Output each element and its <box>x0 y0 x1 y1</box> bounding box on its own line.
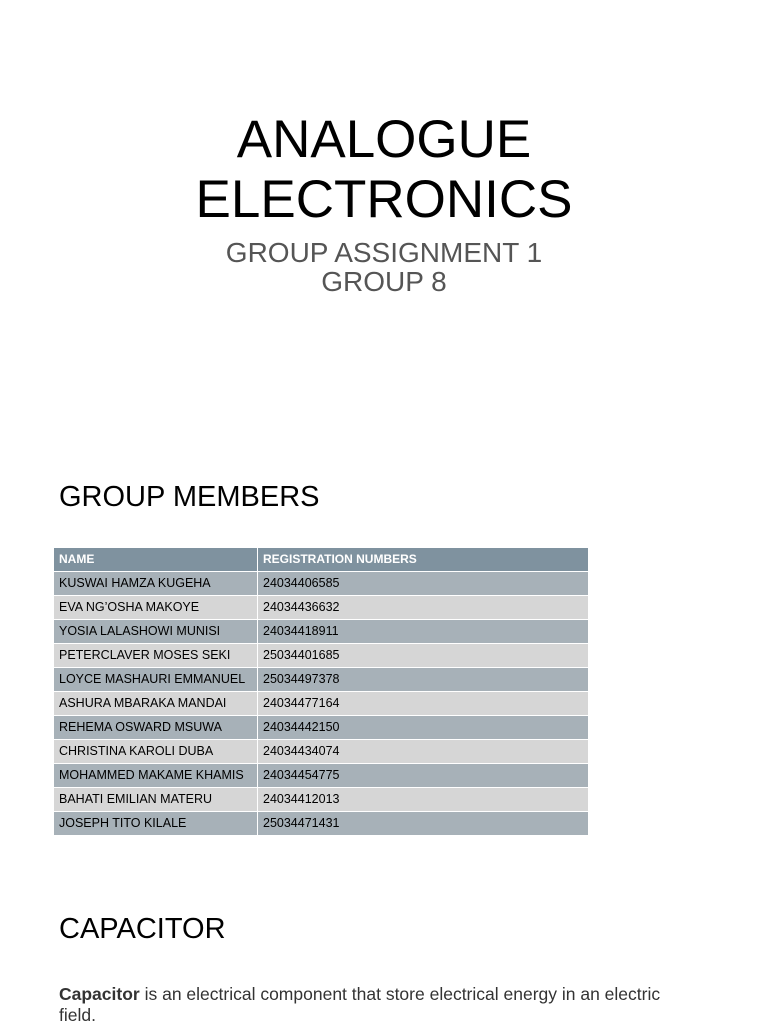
table-row <box>54 764 589 788</box>
document-title <box>0 110 768 230</box>
capacitor-definition <box>59 984 699 1026</box>
capacitor-term: Capacitor <box>59 984 140 1004</box>
table-row <box>54 812 589 836</box>
capacitor-definition-text: is an electrical component that store electrical energy in an electric field. <box>59 984 661 1025</box>
table-row <box>54 788 589 812</box>
member-registration-cell: 25034497378 <box>258 668 589 692</box>
table-header-row <box>54 548 589 572</box>
table-row <box>54 692 589 716</box>
member-name-cell: PETERCLAVER MOSES SEKI <box>54 644 258 668</box>
table-row <box>54 596 589 620</box>
capacitor-heading: CAPACITOR <box>59 913 226 945</box>
group-members-table <box>53 547 589 836</box>
member-name-cell: YOSIA LALASHOWI MUNISI <box>54 620 258 644</box>
document-subtitle <box>0 238 768 296</box>
member-registration-cell: 24034412013 <box>258 788 589 812</box>
member-name-cell: REHEMA OSWARD MSUWA <box>54 716 258 740</box>
member-registration-cell: 24034436632 <box>258 596 589 620</box>
member-registration-cell: 24034454775 <box>258 764 589 788</box>
member-name-cell: LOYCE MASHAURI EMMANUEL <box>54 668 258 692</box>
table-row <box>54 740 589 764</box>
member-name-cell: CHRISTINA KAROLI DUBA <box>54 740 258 764</box>
member-name-cell: JOSEPH TITO KILALE <box>54 812 258 836</box>
title-line-1: ANALOGUE <box>236 110 532 169</box>
member-name-cell: KUSWAI HAMZA KUGEHA <box>54 572 258 596</box>
member-name-cell: BAHATI EMILIAN MATERU <box>54 788 258 812</box>
member-registration-cell: 25034401685 <box>258 644 589 668</box>
group-members-heading: GROUP MEMBERS <box>59 481 320 513</box>
member-registration-cell: 24034406585 <box>258 572 589 596</box>
member-name-cell: EVA NG’OSHA MAKOYE <box>54 596 258 620</box>
table-row <box>54 668 589 692</box>
subtitle-line-1: GROUP ASSIGNMENT 1 <box>225 237 543 268</box>
member-registration-cell: 24034477164 <box>258 692 589 716</box>
registration-column-header: REGISTRATION NUMBERS <box>258 548 589 572</box>
table-body <box>54 572 589 836</box>
member-name-cell: ASHURA MBARAKA MANDAI <box>54 692 258 716</box>
table-row <box>54 716 589 740</box>
member-registration-cell: 24034442150 <box>258 716 589 740</box>
table-row <box>54 644 589 668</box>
member-name-cell: MOHAMMED MAKAME KHAMIS <box>54 764 258 788</box>
name-column-header: NAME <box>54 548 258 572</box>
subtitle-line-2: GROUP 8 <box>321 266 447 297</box>
member-registration-cell: 24034418911 <box>258 620 589 644</box>
member-registration-cell: 25034471431 <box>258 812 589 836</box>
table-row <box>54 572 589 596</box>
member-registration-cell: 24034434074 <box>258 740 589 764</box>
title-line-2: ELECTRONICS <box>195 170 573 229</box>
table-row <box>54 620 589 644</box>
